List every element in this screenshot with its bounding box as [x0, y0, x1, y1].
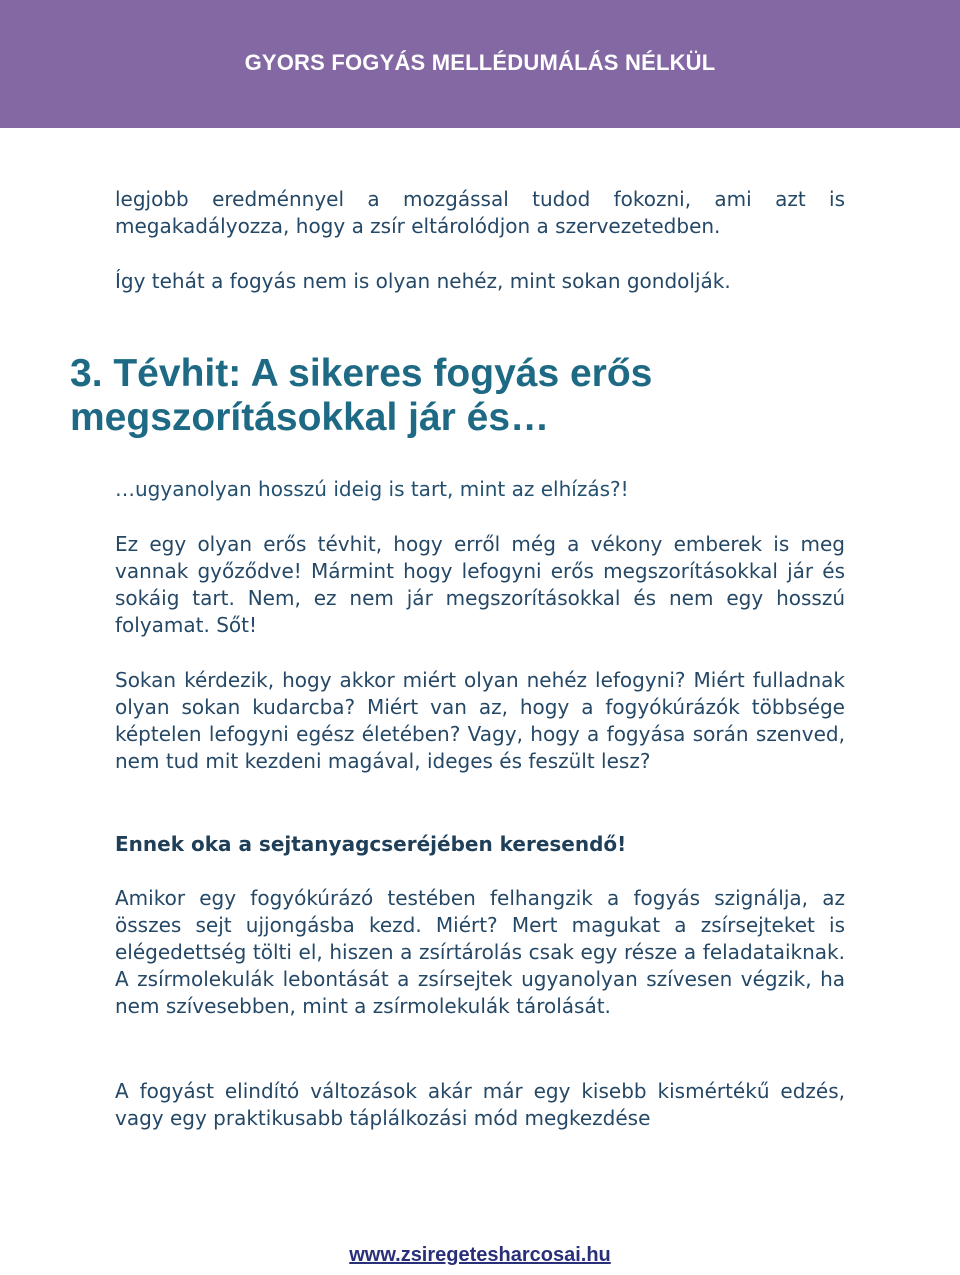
bold-statement: Ennek oka a sejtanyagcseréjében keresendő! [115, 832, 627, 856]
section-subheading: …ugyanolyan hosszú ideig is tart, mint az elhízás?! [115, 477, 629, 501]
paragraph-changes: A fogyást elindító változások akár már egy kisebb kismértékű edzés, vagy egy praktikusabb táplálkozási mód megkezdése [115, 1079, 845, 1130]
paragraph-myth: Ez egy olyan erős tévhit, hogy erről még a vékony emberek is meg vannak győződve! Mármint hogy lefogyni erős megszorításokkal jár és sokáig tart. Nem, ez nem jár megszorításokkal és nem egy hosszú folyamat. Sőt! [115, 532, 845, 637]
paragraph-questions: Sokan kérdezik, hogy akkor miért olyan nehéz lefogyni? Miért fulladnak olyan sokan kudarcba? Miért van az, hogy a fogyókúrázók többsége képtelen lefogyni egész életében? Vagy, hogy a fogyása során szenved, nem tud mit kezdeni magával, ideges és feszült lesz? [115, 668, 845, 773]
paragraph-conclusion: Így tehát a fogyás nem is olyan nehéz, mint sokan gondolják. [115, 269, 731, 293]
header-title: GYORS FOGYÁS MELLÉDUMÁLÁS NÉLKÜL [244, 50, 716, 75]
paragraph-intro: legjobb eredménnyel a mozgással tudod fokozni, ami azt is megakadályozza, hogy a zsír eltárolódjon a szervezetedben. [115, 187, 845, 238]
section-heading: 3. Tévhit: A sikeres fogyás erős megszorításokkal jár és… [70, 352, 653, 439]
footer-website-link[interactable]: www.zsiregetesharcosai.hu [349, 1244, 611, 1266]
paragraph-cells: Amikor egy fogyókúrázó testében felhangzik a fogyás szignálja, az összes sejt ujjongásba kezd. Miért? Mert magukat a zsírsejteket is elégedettség tölti el, hiszen a zsírtárolás csak egy része a feladataiknak. A zsírmolekulák lebontását a zsírsejtek ugyanolyan szívesen végzik, ha nem szívesebben, mint a zsírmolekulák tárolását. [115, 886, 845, 1018]
